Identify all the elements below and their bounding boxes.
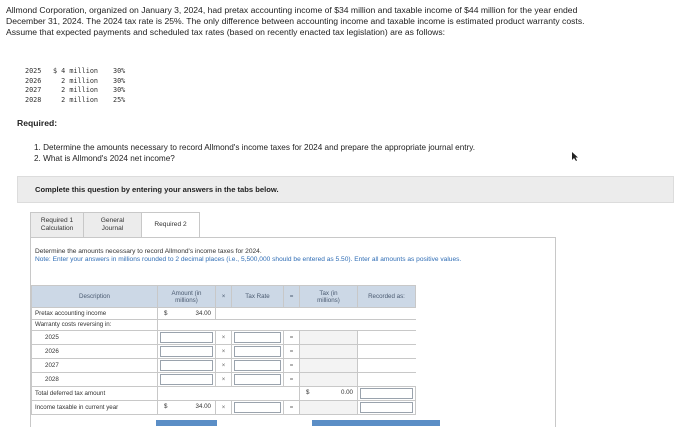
schedule-row [25, 96, 137, 106]
input-box[interactable] [234, 332, 281, 343]
schedule-year: 2026 [25, 76, 42, 85]
tax-output-2028 [300, 373, 358, 387]
warranty-schedule [25, 67, 137, 105]
tax-output-2027 [300, 359, 358, 373]
requirement-2: 2. What is Allmond's 2024 net income? [34, 153, 175, 163]
problem-intro: Allmond Corporation, organized on January 3, 2024, had pretax accounting income of $34 million and taxable income of $44 million for the year ended December 31, 2024. The 2024 tax rate is 25%. The only difference between accounting income and taxable income is estimated product warranty costs. Assume that expected payments and scheduled tax rates (based on recently enacted tax legislation) are as follows: [6, 5, 585, 38]
header-amount-line1: Amount (in [171, 289, 202, 297]
tax-output-2025 [300, 331, 358, 345]
input-box[interactable] [360, 388, 413, 399]
instruction-note: Note: Enter your answers in millions rounded to 2 decimal places (i.e., 5,500,000 should be entered as 5.50). Enter all amounts as positive values. [35, 256, 462, 264]
schedule-rate: 30% [113, 86, 126, 95]
table-row [32, 359, 416, 373]
schedule-year: 2028 [25, 95, 42, 104]
input-box[interactable] [160, 346, 213, 357]
total-deferred-value: 0.00 [340, 389, 353, 396]
header-tax [300, 286, 358, 308]
header-equals: = [284, 286, 300, 308]
input-box[interactable] [160, 332, 213, 343]
required-heading: Required: [17, 118, 58, 128]
amount-input-2027[interactable] [158, 359, 216, 373]
schedule-amount: 2 million [53, 86, 99, 95]
taxable-value: 34.00 [195, 403, 211, 410]
equals-symbol: = [284, 359, 300, 373]
rate-input-2026[interactable] [232, 345, 284, 359]
recorded-as-deferred-input[interactable] [358, 387, 416, 401]
table-row [32, 345, 416, 359]
complete-question-banner [17, 176, 674, 203]
tab-label: Journal [101, 225, 124, 232]
header-tax-rate: Tax Rate [232, 286, 284, 308]
header-description: Description [32, 286, 158, 308]
times-symbol: × [216, 359, 232, 373]
times-symbol: × [216, 331, 232, 345]
header-times: × [216, 286, 232, 308]
dollar-sign: $ [164, 403, 168, 410]
input-box[interactable] [234, 346, 281, 357]
input-box[interactable] [160, 374, 213, 385]
schedule-row [25, 86, 137, 96]
dollar-sign: $ [306, 389, 310, 396]
rate-input-2028[interactable] [232, 373, 284, 387]
rate-input-2025[interactable] [232, 331, 284, 345]
header-amount [158, 286, 216, 308]
tab-label: General [100, 217, 125, 224]
equals-symbol: = [284, 401, 300, 415]
tax-output-2026 [300, 345, 358, 359]
instruction-main: Determine the amounts necessary to record Allmond's income taxes for 2024. [35, 248, 262, 255]
header-tax-line1: Tax (in [319, 289, 338, 297]
tab-label: Required 2 [154, 221, 187, 228]
schedule-year: 2027 [25, 86, 42, 95]
row-label-year: 2027 [32, 359, 158, 373]
income-tax-worksheet [31, 285, 416, 415]
table-row [32, 401, 416, 415]
tab-required-1-calculation[interactable] [30, 212, 84, 238]
banner-text: Complete this question by entering your answers in the tabs below. [35, 185, 279, 194]
row-label-year: 2026 [32, 345, 158, 359]
table-row [32, 308, 416, 320]
input-box[interactable] [360, 402, 413, 413]
requirement-1: 1. Determine the amounts necessary to record Allmond's income taxes for 2024 and prepare the appropriate journal entry. [34, 143, 476, 152]
times-symbol: × [216, 345, 232, 359]
mouse-cursor-icon [571, 151, 579, 161]
times-symbol: × [216, 401, 232, 415]
table-row [32, 373, 416, 387]
scroll-indicator [156, 420, 217, 426]
row-label-year: 2028 [32, 373, 158, 387]
pretax-amount [158, 308, 216, 320]
table-row [32, 387, 416, 401]
schedule-rate: 30% [113, 67, 126, 75]
header-tax-line2: millions) [317, 296, 340, 304]
schedule-rate: 30% [113, 76, 126, 85]
schedule-row [25, 67, 137, 77]
requirements-list [34, 143, 475, 164]
tab-required-2[interactable] [142, 212, 200, 238]
tab-general-journal[interactable] [84, 212, 142, 238]
equals-symbol: = [284, 345, 300, 359]
equals-symbol: = [284, 331, 300, 345]
input-box[interactable] [234, 402, 281, 413]
row-label-pretax: Pretax accounting income [32, 308, 158, 320]
total-deferred-amount [300, 387, 358, 401]
rate-input-current[interactable] [232, 401, 284, 415]
schedule-amount: 2 million [53, 95, 99, 104]
input-box[interactable] [234, 374, 281, 385]
header-recorded-as: Recorded as: [358, 286, 416, 308]
schedule-year: 2025 [25, 67, 42, 75]
schedule-amount: 2 million [53, 76, 99, 85]
tax-output-current [300, 401, 358, 415]
pretax-value: 34.00 [195, 310, 211, 317]
schedule-row [25, 77, 137, 87]
row-label-taxable: Income taxable in current year [32, 401, 158, 415]
tab-label: Required 1 [40, 217, 74, 224]
row-label-warranty: Warranty costs reversing in: [32, 319, 158, 331]
table-row [32, 319, 416, 331]
schedule-amount: $ 4 million [53, 67, 99, 75]
dollar-sign: $ [164, 310, 168, 317]
instructions [35, 248, 555, 264]
rate-input-2027[interactable] [232, 359, 284, 373]
tab-label: Calculation [40, 225, 74, 232]
table-row [32, 331, 416, 345]
row-label-total-deferred: Total deferred tax amount [32, 387, 158, 401]
header-row [32, 286, 416, 308]
input-box[interactable] [234, 360, 281, 371]
header-amount-line2: millions) [175, 296, 198, 304]
taxable-amount [158, 401, 216, 415]
amount-input-2028[interactable] [158, 373, 216, 387]
amount-input-2025[interactable] [158, 331, 216, 345]
row-label-year: 2025 [32, 331, 158, 345]
recorded-as-current-input[interactable] [358, 401, 416, 415]
times-symbol: × [216, 373, 232, 387]
amount-input-2026[interactable] [158, 345, 216, 359]
input-box[interactable] [160, 360, 213, 371]
scroll-indicator [312, 420, 440, 426]
equals-symbol: = [284, 373, 300, 387]
schedule-rate: 25% [113, 95, 126, 104]
